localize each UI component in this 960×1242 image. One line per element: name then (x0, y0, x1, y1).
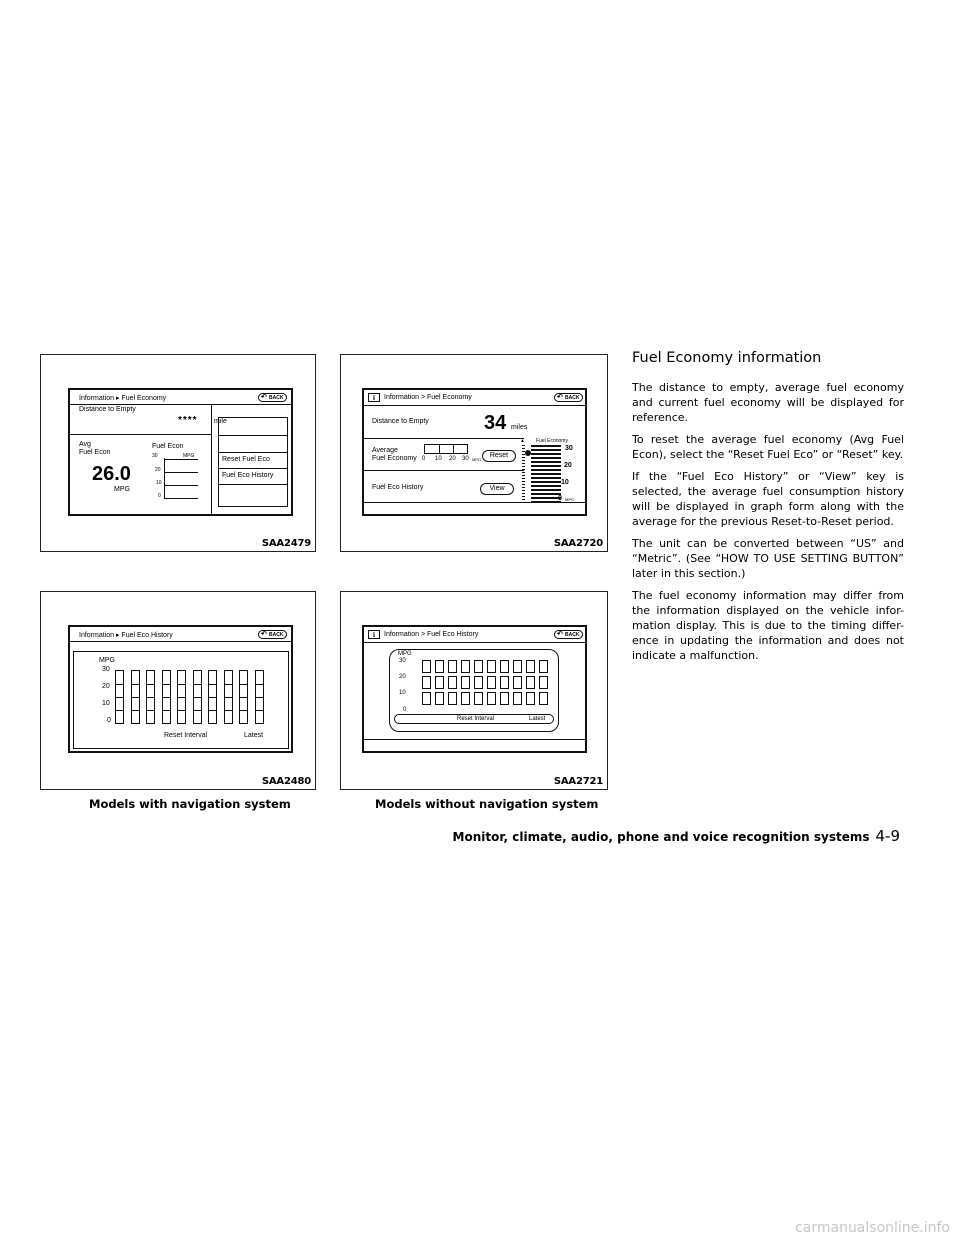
ytick-20: 20 (102, 683, 110, 690)
gauge-scale-ticks (522, 445, 525, 500)
gauge-tick-0: 0 (158, 493, 161, 499)
history-grid-cell (513, 660, 522, 673)
page-number: 4-9 (875, 827, 900, 845)
scale-tick-20: 20 (449, 456, 456, 462)
back-button[interactable]: ↶ BACK (554, 630, 583, 639)
gauge-unit: MPG (565, 497, 575, 502)
history-grid (422, 660, 550, 708)
back-arrow-icon: ↶ (261, 631, 267, 638)
view-button[interactable]: View (480, 483, 514, 495)
history-grid-cell (474, 660, 483, 673)
menu-panel (218, 417, 288, 507)
caption-without-navigation: Models without navigation system (375, 797, 599, 811)
ytick-30: 30 (102, 666, 110, 673)
history-bar-column (255, 670, 264, 724)
distance-label: Distance to Empty (372, 418, 429, 425)
distance-value: 34 (484, 412, 507, 434)
gauge-tick-20: 20 (564, 462, 572, 469)
figure-saa2480 (40, 591, 316, 790)
paragraph-2: To reset the average fuel economy (Avg Fuel Econ), select the “Reset Fuel Eco” or “Reset” key. (632, 433, 904, 461)
ytick-20: 20 (399, 674, 406, 680)
history-grid-cell (422, 692, 431, 705)
ytick-10: 10 (102, 700, 110, 707)
figure-saa2479 (40, 354, 316, 552)
paragraph-4: The unit can be converted between “US” and “Metric”. (See “HOW TO USE SETTING BUTTON” later in this section.) (632, 537, 904, 580)
scale-unit: MPG (472, 457, 482, 462)
history-bar-column (162, 670, 171, 724)
history-grid-cell (500, 660, 509, 673)
history-grid-cell (500, 692, 509, 705)
history-grid-cell (526, 660, 535, 673)
history-grid-cell (461, 676, 470, 689)
history-grid-cell (526, 692, 535, 705)
avg-unit: MPG (114, 486, 130, 493)
history-grid-cell (461, 692, 470, 705)
distance-unit: miles (511, 424, 528, 431)
chart-unit: MPG (398, 651, 412, 657)
back-arrow-icon: ↶ (557, 631, 563, 638)
scale-tick-0: 0 (422, 456, 426, 462)
back-arrow-icon: ↶ (261, 394, 267, 401)
menu-fuel-eco-history[interactable]: Fuel Eco History (222, 472, 274, 479)
history-bar-column (177, 670, 186, 724)
info-icon: i (368, 393, 380, 402)
screen-header: Information > Fuel Eco History (384, 631, 479, 638)
history-grid-cell (448, 676, 457, 689)
fuel-eco-history-screen-nav (68, 625, 293, 753)
gauge-up-arrow-icon: ▲ (520, 438, 525, 444)
history-bar-column (115, 670, 124, 724)
scale-tick-10: 10 (435, 456, 442, 462)
screen-header: Information ▸ Fuel Eco History (79, 632, 173, 639)
back-button[interactable]: ↶ BACK (258, 630, 287, 639)
chart-unit: MPG (99, 657, 115, 664)
fuel-economy-screen-nav (68, 388, 293, 516)
back-arrow-icon: ↶ (557, 394, 563, 401)
history-grid-cell (435, 660, 444, 673)
gauge-tick-10: 10 (156, 480, 162, 486)
avg-scale-bar (424, 444, 468, 454)
history-grid-cell (513, 692, 522, 705)
history-grid-cell (422, 660, 431, 673)
ytick-0: 0 (403, 707, 407, 713)
gauge-tick-20: 20 (155, 467, 161, 473)
page-footer (453, 827, 900, 845)
history-grid-cell (474, 676, 483, 689)
distance-value: **** (178, 415, 198, 426)
history-grid-cell (539, 692, 548, 705)
history-grid-cell (448, 660, 457, 673)
history-grid-cell (487, 676, 496, 689)
reset-interval-label: Reset Interval (457, 716, 495, 722)
avg-label-2: Fuel Econ (79, 449, 111, 456)
history-grid-cell (487, 692, 496, 705)
history-grid-cell (513, 676, 522, 689)
interval-bar (394, 714, 554, 724)
screen-header: Information > Fuel Economy (384, 394, 472, 401)
figure-label: SAA2720 (553, 538, 603, 549)
history-bars (115, 670, 275, 724)
ytick-30: 30 (399, 658, 406, 664)
fuel-econ-label: Fuel Econ (152, 443, 184, 450)
history-grid-cell (435, 692, 444, 705)
paragraph-5: The fuel economy information may differ from the information displayed on the vehicle infor-mation display. This is due to the timing differ-ence in updating the information and does not indicate a malfunction. (632, 589, 904, 662)
avg-label-2: Fuel Economy (372, 455, 417, 462)
watermark: carmanualsonline.info (795, 1220, 950, 1236)
caption-with-navigation: Models with navigation system (89, 797, 291, 811)
avg-label-1: Average (372, 447, 398, 454)
history-grid-cell (474, 692, 483, 705)
gauge-tick-10: 10 (561, 479, 569, 486)
back-button[interactable]: ↶ BACK (554, 393, 583, 402)
distance-label: Distance to Empty (79, 406, 136, 413)
history-bar-column (208, 670, 217, 724)
reset-button[interactable]: Reset (482, 450, 516, 462)
gauge-tick-30: 30 (565, 445, 573, 452)
avg-value: 26.0 (92, 463, 131, 485)
history-grid-cell (487, 660, 496, 673)
latest-label: Latest (529, 716, 546, 722)
avg-label-1: Avg (79, 441, 91, 448)
figure-label: SAA2721 (553, 776, 603, 787)
history-grid-cell (448, 692, 457, 705)
chapter-title: Monitor, climate, audio, phone and voice recognition systems (452, 830, 870, 844)
ytick-0: 0 (107, 717, 111, 724)
history-bar-column (224, 670, 233, 724)
history-chart-panel (389, 649, 559, 732)
paragraph-1: The distance to empty, average fuel economy and current fuel economy will be displayed for reference. (632, 381, 904, 424)
history-bar-column (131, 670, 140, 724)
history-bar-column (193, 670, 202, 724)
history-grid-cell (500, 676, 509, 689)
section-title: Fuel Economy information (632, 350, 822, 366)
history-grid-cell (461, 660, 470, 673)
fuel-eco-history-screen-no-nav (362, 625, 587, 753)
gauge-bars (531, 445, 561, 502)
history-bar-column (146, 670, 155, 724)
gauge-title: Fuel Economy (536, 438, 568, 444)
history-grid-cell (422, 676, 431, 689)
ytick-10: 10 (399, 690, 406, 696)
figure-label: SAA2479 (261, 538, 311, 549)
gauge-unit: MPG (183, 453, 195, 459)
info-icon: i (368, 630, 380, 639)
fuel-economy-screen-no-nav (362, 388, 587, 516)
gauge-tick-0: 0 (558, 495, 562, 502)
history-grid-cell (435, 676, 444, 689)
section-body (632, 380, 904, 670)
latest-label: Latest (244, 732, 264, 739)
figure-label: SAA2480 (261, 776, 311, 787)
history-bar-column (239, 670, 248, 724)
history-chart-panel (73, 651, 289, 749)
history-grid-cell (539, 676, 548, 689)
figure-saa2721 (340, 591, 608, 790)
history-grid-cell (526, 676, 535, 689)
back-button[interactable]: ↶ BACK (258, 393, 287, 402)
figure-saa2720 (340, 354, 608, 552)
menu-reset-fuel-eco[interactable]: Reset Fuel Eco (222, 456, 270, 463)
history-grid-cell (539, 660, 548, 673)
history-label: Fuel Eco History (372, 484, 424, 491)
paragraph-3: If the “Fuel Eco History” or “View” key is selected, the average fuel consumption history will be displayed in graph form along with the average for the previous Reset-to-Reset period. (632, 470, 904, 528)
distance-unit: mile (214, 418, 227, 425)
gauge-tick-30: 30 (152, 453, 158, 459)
reset-interval-label: Reset Interval (164, 732, 208, 739)
screen-header: Information ▸ Fuel Economy (79, 395, 167, 402)
scale-tick-30: 30 (462, 456, 469, 462)
